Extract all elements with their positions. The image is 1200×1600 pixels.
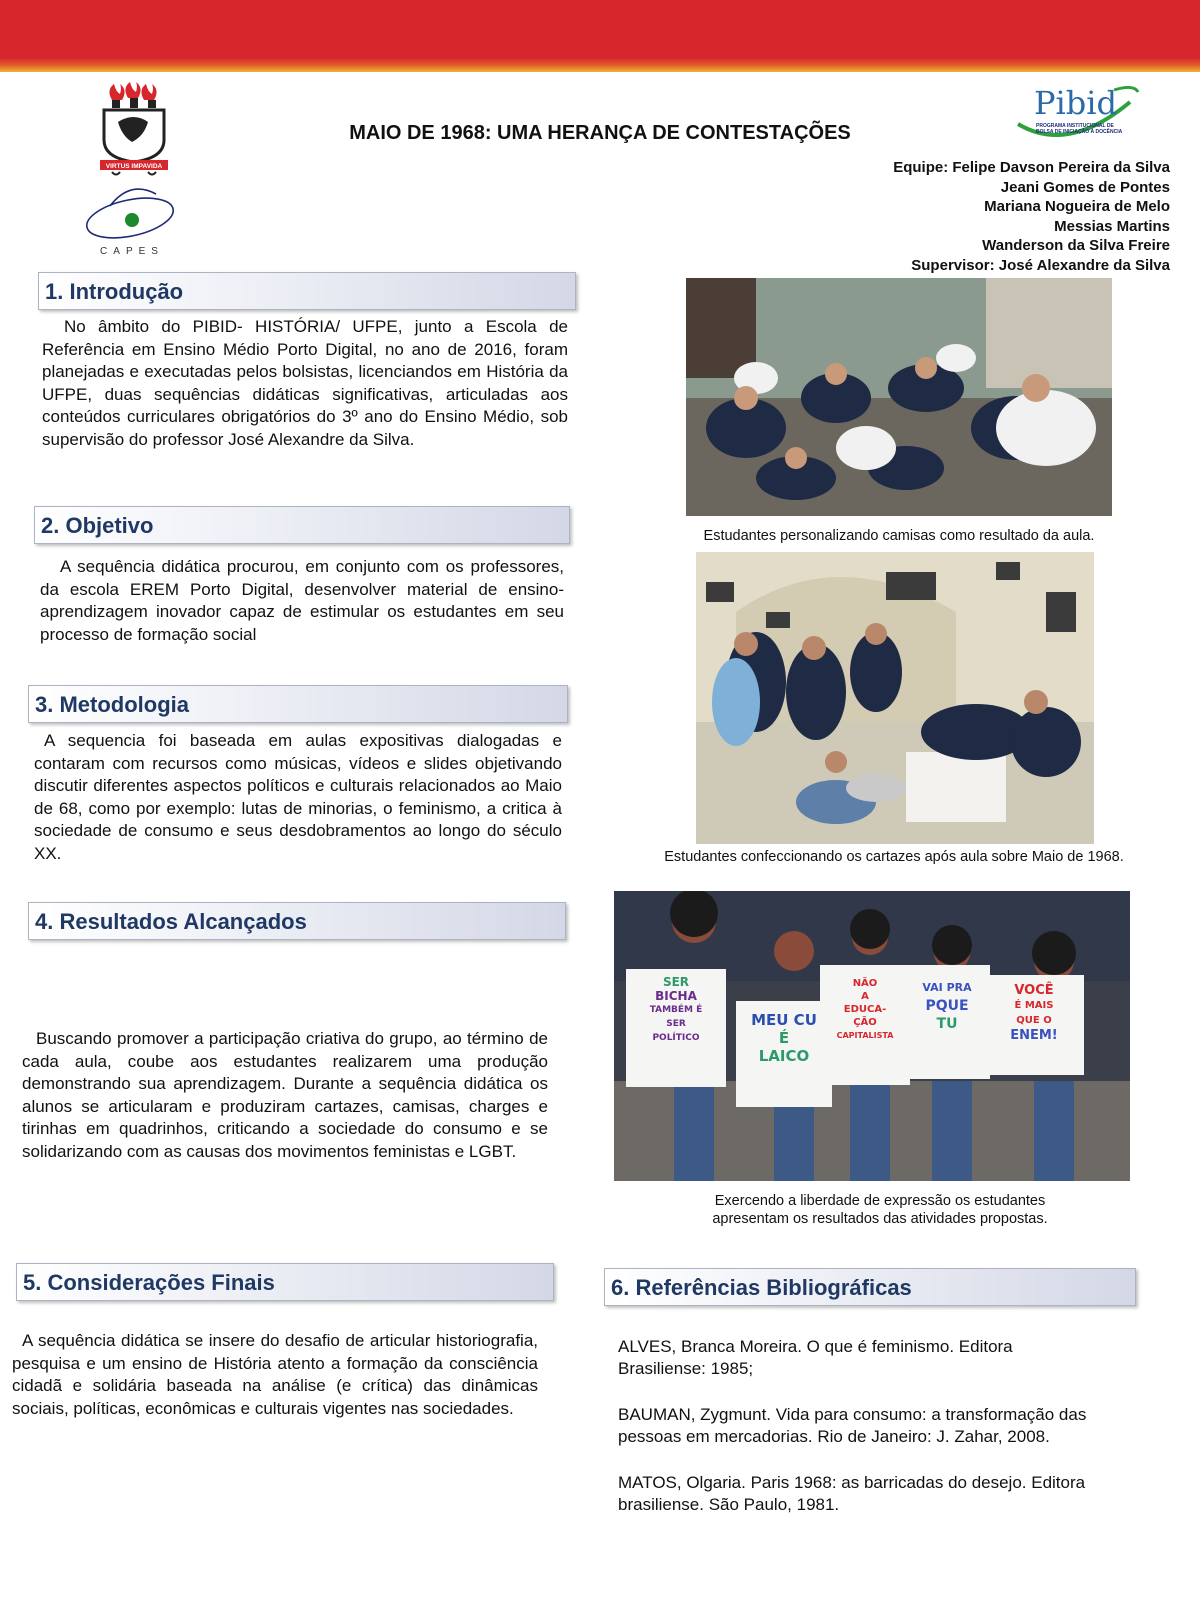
shirt-text: MEU CU xyxy=(751,1011,817,1029)
reference-item: MATOS, Olgaria. Paris 1968: as barricadas do desejo. Editora brasiliense. São Paulo, 1981. xyxy=(618,1473,1086,1514)
poster-title: MAIO DE 1968: UMA HERANÇA DE CONTESTAÇÕES xyxy=(349,122,851,144)
reference-item: ALVES, Branca Moreira. O que é feminismo. Editora Brasiliense: 1985; xyxy=(618,1337,1013,1378)
heading-text: 6. Referências Bibliográficas xyxy=(611,1275,912,1300)
consideracoes-text: A sequência didática se insere do desafio de articular historiografia, pesquisa e um ensino de História atento a formação da consciência cidadã e solidária baseada na análise (e crítica) das dinâmicas sociais, políticas, econômicas e culturais vigentes nas sociedades. xyxy=(12,1331,538,1418)
photo-students-making-posters xyxy=(696,552,1094,844)
top-banner xyxy=(0,0,1200,72)
metodologia-text: A sequencia foi baseada em aulas expositivas dialogadas e contaram com recursos como músicas, vídeos e slides objetivando discutir diferentes aspectos políticos e culturais relacionados ao Maio de 68, como por exemplo: lutas de minorias, o feminismo, a critica à sociedade de consumo e seus desdobramentos ao longo do século XX. xyxy=(34,731,562,863)
shirt-text: EDUCA- xyxy=(843,1004,887,1015)
shirt xyxy=(984,975,1084,1075)
section-heading-referencias xyxy=(604,1268,1136,1306)
resultados-text: Buscando promover a participação criativa do grupo, ao término de cada aula, coube aos estudantes realizarem uma produção demonstrando sua aprendizagem. Durante a sequência didática os alunos se articularam e produziram cartazes, camisas, charges e tirinhas em quadrinhos, criticando a sociedade do consumo e se solidarizando com as causas dos movimentos feministas e LGBT. xyxy=(22,1029,548,1161)
team-member: Mariana Nogueira de Melo xyxy=(984,198,1170,216)
intro-text: No âmbito do PIBID- HISTÓRIA/ UFPE, junto a Escola de Referência em Ensino Médio Porto Digital, no ano de 2016, foram planejadas e executadas pelos bolsistas, licenciandos em História da UFPE, duas sequências didáticas significativas, articuladas aos conteúdos curriculares obrigatórios do 3º ano do Ensino Médio, sob supervisão do professor José Alexandre da Silva. xyxy=(42,317,568,449)
shirt-text: VAI PRA xyxy=(922,981,972,994)
shirt-text: ÇÃO xyxy=(853,1017,877,1028)
section-heading-consideracoes xyxy=(16,1263,554,1301)
heading-text: 3. Metodologia xyxy=(35,692,189,717)
pibid-subtitle-1: PROGRAMA INSTITUCIONAL DE xyxy=(1036,123,1114,129)
capes-label: CAPES xyxy=(100,246,164,257)
pibid-logo xyxy=(1014,80,1144,146)
team-member: Jeani Gomes de Pontes xyxy=(1000,178,1170,196)
shirt xyxy=(626,969,726,1087)
shirt-text: A xyxy=(861,991,869,1002)
shirt-text: PQUE xyxy=(925,998,969,1014)
team-member: Messias Martins xyxy=(1054,217,1170,235)
shirt-text: É xyxy=(778,1029,790,1047)
shirt-text: POLÍTICO xyxy=(652,1033,700,1043)
ufpe-logo xyxy=(98,80,170,178)
pibid-subtitle-2: BOLSA DE INICIAÇÃO À DOCÊNCIA xyxy=(1036,129,1123,135)
shirt-text: BICHA xyxy=(655,989,697,1003)
shirt xyxy=(736,1001,832,1107)
shirt-text: SER xyxy=(666,1019,686,1029)
shirt-text: TAMBÉM É xyxy=(649,1005,703,1015)
shirt xyxy=(904,965,990,1079)
heading-text: 5. Considerações Finais xyxy=(23,1270,275,1295)
capes-logo xyxy=(80,188,184,262)
photo-students-customizing-shirts xyxy=(686,278,1112,516)
pibid-wordmark: Pibid xyxy=(1034,84,1117,122)
ufpe-motto: VIRTUS IMPAVIDA xyxy=(105,163,163,170)
photo-caption: Estudantes confeccionando os cartazes após aula sobre Maio de 1968. xyxy=(664,849,1124,865)
shirt-text: SER xyxy=(662,975,690,989)
photo-students-showing-shirts xyxy=(614,891,1130,1181)
team-member: Equipe: Felipe Davson Pereira da Silva xyxy=(893,159,1170,176)
photo-caption: Exercendo a liberdade de expressão os estudantes apresentam os resultados das atividades propostas. xyxy=(712,1193,1048,1227)
shirt xyxy=(820,965,910,1085)
shirt-text: TU xyxy=(936,1016,958,1032)
team-member: Wanderson da Silva Freire xyxy=(982,237,1170,255)
photo-caption: Estudantes personalizando camisas como resultado da aula. xyxy=(703,528,1095,544)
heading-text: 2. Objetivo xyxy=(41,513,154,538)
team-list xyxy=(893,158,1170,276)
shirt-text: NÃO xyxy=(852,978,878,989)
shirt-text: QUE O xyxy=(1016,1015,1052,1026)
shirt-text: CAPITALISTA xyxy=(836,1031,894,1040)
shirt-text: É MAIS xyxy=(1014,1000,1054,1011)
shirt-text: VOCÊ xyxy=(1014,983,1054,998)
section-heading-objetivo xyxy=(34,506,570,544)
shirt-text: LAICO xyxy=(758,1047,810,1065)
reference-item: BAUMAN, Zygmunt. Vida para consumo: a transformação das pessoas em mercadorias. Rio de Janeiro: J. Zahar, 2008. xyxy=(618,1405,1087,1446)
heading-text: 1. Introdução xyxy=(45,279,184,304)
heading-text: 4. Resultados Alcançados xyxy=(35,909,307,934)
objetivo-text: A sequência didática procurou, em conjunto com os professores, da escola EREM Porto Digital, desenvolver material de ensino-aprendizagem inovador capaz de estimular os estudantes em seu processo de formação social xyxy=(40,557,564,644)
section-heading-resultados xyxy=(28,902,566,940)
supervisor: Supervisor: José Alexandre da Silva xyxy=(911,256,1170,274)
shirt-text: ENEM! xyxy=(1010,1028,1058,1043)
section-heading-metodologia xyxy=(28,685,568,723)
section-heading-intro xyxy=(38,272,576,310)
